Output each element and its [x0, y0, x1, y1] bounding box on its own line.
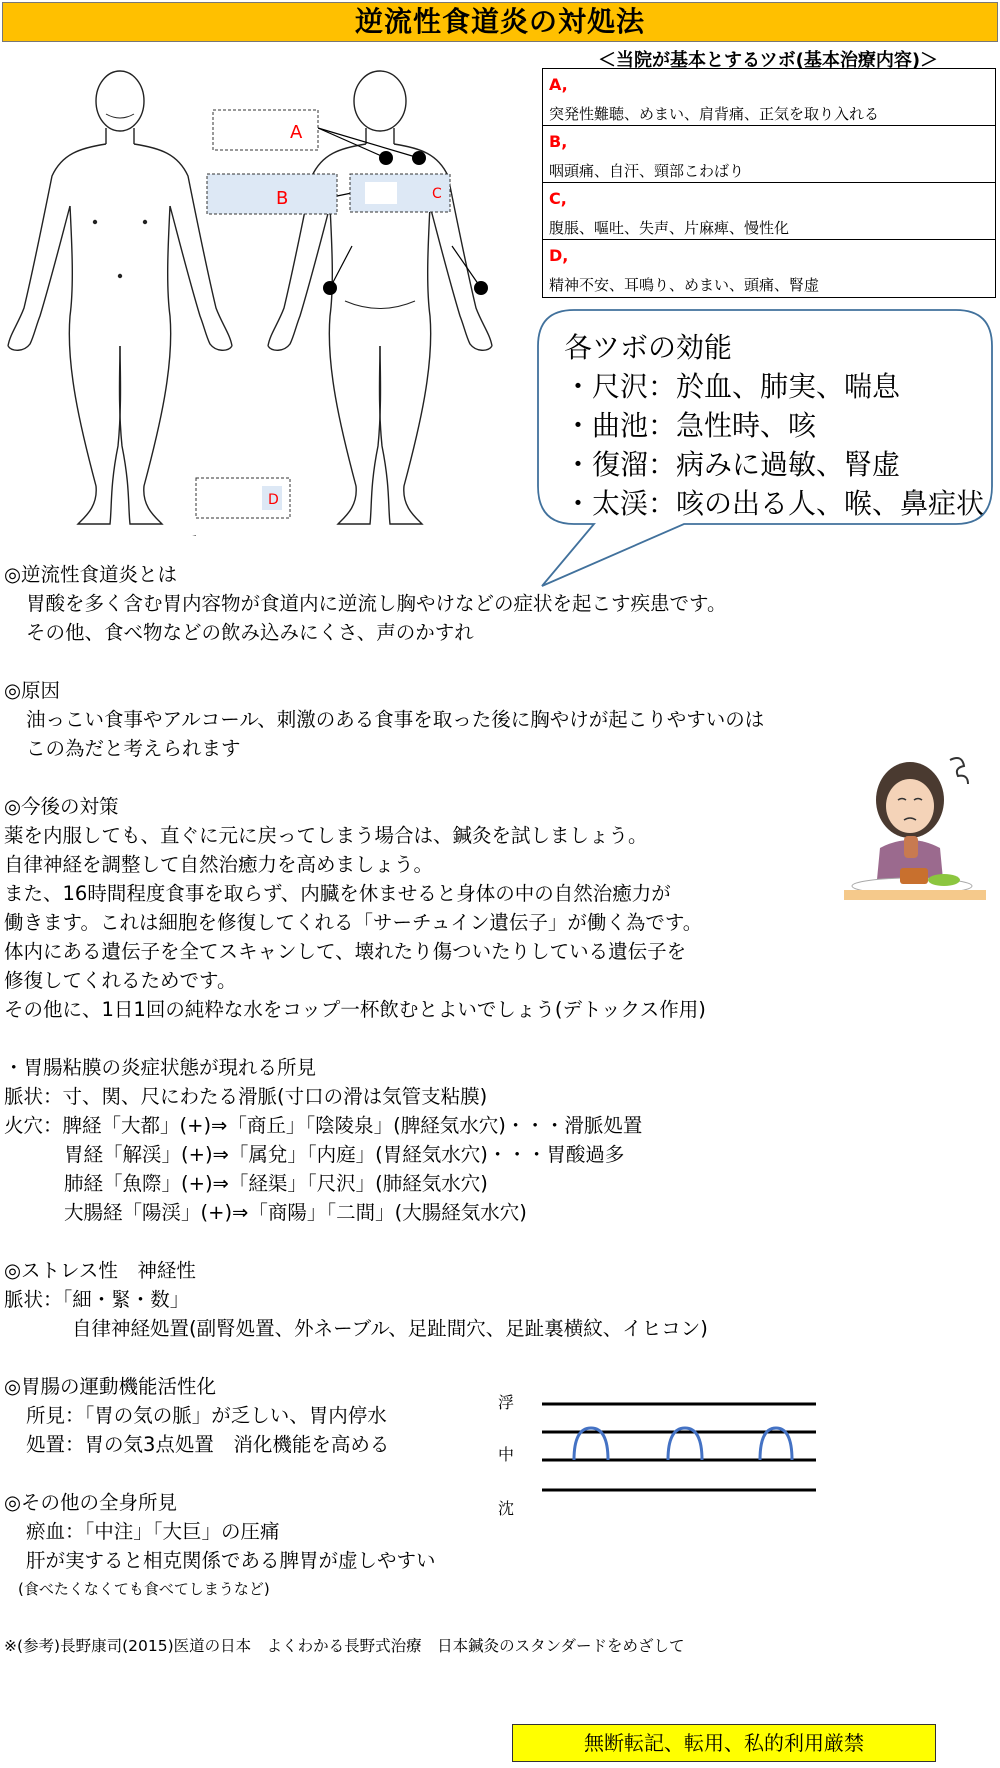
acupoint-row-b [543, 126, 995, 183]
pulse-diagram [490, 1378, 830, 1518]
section-line: 油っこい食事やアルコール、刺激のある食事を取った後に胸やけが起こりやすいのは [26, 708, 765, 731]
section-heading: ◎胃腸の運動機能活性化 [4, 1375, 217, 1398]
section-line: その他、食べ物などの飲み込みにくさ、声のかすれ [26, 621, 474, 644]
acupoint-letter: B, [549, 132, 568, 151]
acupoint-description: 精神不安、耳鳴り、めまい、頭痛、腎虚 [549, 276, 820, 294]
bubble-line: ・尺沢：於血、肺実、喘息 [564, 370, 901, 403]
label-d: D [268, 492, 279, 508]
label-box-c [350, 174, 450, 212]
body-diagram [0, 46, 540, 536]
section-note: (食べたくなくても食べてしまうなど) [18, 1580, 270, 1598]
copyright-notice: 無断転記、転用、私的利用厳禁 [512, 1724, 936, 1762]
section-line: 働きます。これは細胞を修復してくれる「サーチュイン遺伝子」が働く為です。 [4, 911, 703, 934]
section-line: 処置：胃の気3点処置 消化機能を高める [26, 1433, 390, 1456]
acupoint-description: 腹脹、嘔吐、失声、片麻痺、慢性化 [549, 219, 790, 237]
section-line: 自律神経を調整して自然治癒力を高めましょう。 [4, 853, 434, 876]
acupoint-row-d [543, 240, 995, 297]
bubble-line: ・曲池：急性時、咳 [564, 409, 817, 442]
section-line: 所見：「胃の気の脈」が乏しい、胃内停水 [26, 1404, 387, 1427]
bubble-title: 各ツボの効能 [564, 331, 733, 364]
acupoint-letter: A, [549, 75, 568, 94]
label-b: B [276, 188, 289, 209]
section-line: 胃経「解渓」(+)⇒「属兌」「内庭」(胃経気水穴)・・・胃酸過多 [64, 1143, 625, 1166]
pulse-label-middle: 中 [498, 1445, 515, 1464]
section-line: その他に、1日1回の純粋な水をコップ一杯飲むとよいでしょう(デトックス作用) [4, 998, 706, 1021]
section-line: 瘀血：「中注」「大巨」の圧痛 [26, 1520, 280, 1543]
acupoint-row-c [543, 183, 995, 240]
bubble-line: ・復溜：病みに過敏、腎虚 [564, 448, 901, 481]
section-heading: ◎その他の全身所見 [4, 1491, 178, 1514]
section-line: 脈状：「細・緊・数」 [4, 1288, 190, 1311]
acupoint-table-header: ＜当院が基本とするツボ(基本治療内容)＞ [597, 50, 939, 71]
acupoint-row-a [543, 69, 995, 126]
front-figure [8, 71, 232, 524]
label-box-a [213, 110, 318, 150]
section-line: 脈状：寸、関、尺にわたる滑脈(寸口の滑は気管支粘膜) [4, 1085, 488, 1108]
label-c: C [432, 186, 442, 202]
section-line: 肺経「魚際」(+)⇒「経渠」「尺沢」(肺経気水穴) [64, 1172, 488, 1195]
section-heading: ・胃腸粘膜の炎症状態が現れる所見 [4, 1056, 317, 1079]
section-line: 体内にある遺伝子を全てスキャンして、壊れたり傷ついたりしている遺伝子を [4, 940, 687, 963]
label-box-d [196, 478, 290, 518]
section-line: 肝が実すると相克関係である脾胃が虚しやすい [26, 1549, 436, 1572]
section-line: 薬を内服しても、直ぐに元に戻ってしまう場合は、鍼灸を試しましょう。 [4, 824, 648, 847]
section-line: 自律神経処置(副腎処置、外ネーブル、足趾間穴、足趾裏横紋、イヒコン) [72, 1317, 708, 1340]
bubble-content [564, 328, 984, 523]
acupoint-letter: C, [549, 189, 567, 208]
section-line: 火穴：脾経「大都」(+)⇒「商丘」「陰陵泉」(脾経気水穴)・・・滑脈処置 [4, 1114, 643, 1137]
acupoint-description: 突発性難聴、めまい、肩背痛、正気を取り入れる [549, 105, 880, 123]
section-heading: ◎今後の対策 [4, 795, 119, 818]
acupoint-table [542, 68, 996, 298]
pulse-label-deep: 沈 [498, 1499, 515, 1518]
section-line: 大腸経「陽渓」(+)⇒「商陽」「二間」(大腸経気水穴) [64, 1201, 527, 1224]
page-title: 逆流性食道炎の対処法 [2, 2, 998, 42]
bubble-line: ・太渓：咳の出る人、喉、鼻症状 [564, 487, 985, 520]
pulse-label-float: 浮 [498, 1393, 515, 1412]
section-heading: ◎逆流性食道炎とは [4, 563, 178, 586]
section-line: また、16時間程度食事を取らず、内臓を休ませると身体の中の自然治癒力が [4, 882, 671, 905]
section-line: 修復してくれるためです。 [4, 969, 237, 992]
label-box-b [207, 174, 337, 214]
acupoint-letter: D, [549, 246, 569, 265]
section-heading: ◎ストレス性 神経性 [4, 1259, 196, 1282]
section-line: 胃酸を多く含む胃内容物が食道内に逆流し胸やけなどの症状を起こす疾患です。 [26, 592, 727, 615]
acupoint-description: 咽頭痛、自汗、頸部こわばり [549, 162, 745, 180]
section-heading: ◎原因 [4, 679, 61, 702]
reference-note: ※(参考)長野康司(2015)医道の日本 よくわかる長野式治療 日本鍼灸のスタンダードをめざして [4, 1637, 685, 1655]
section-line: この為だと考えられます [26, 737, 241, 760]
label-a: A [290, 122, 303, 143]
